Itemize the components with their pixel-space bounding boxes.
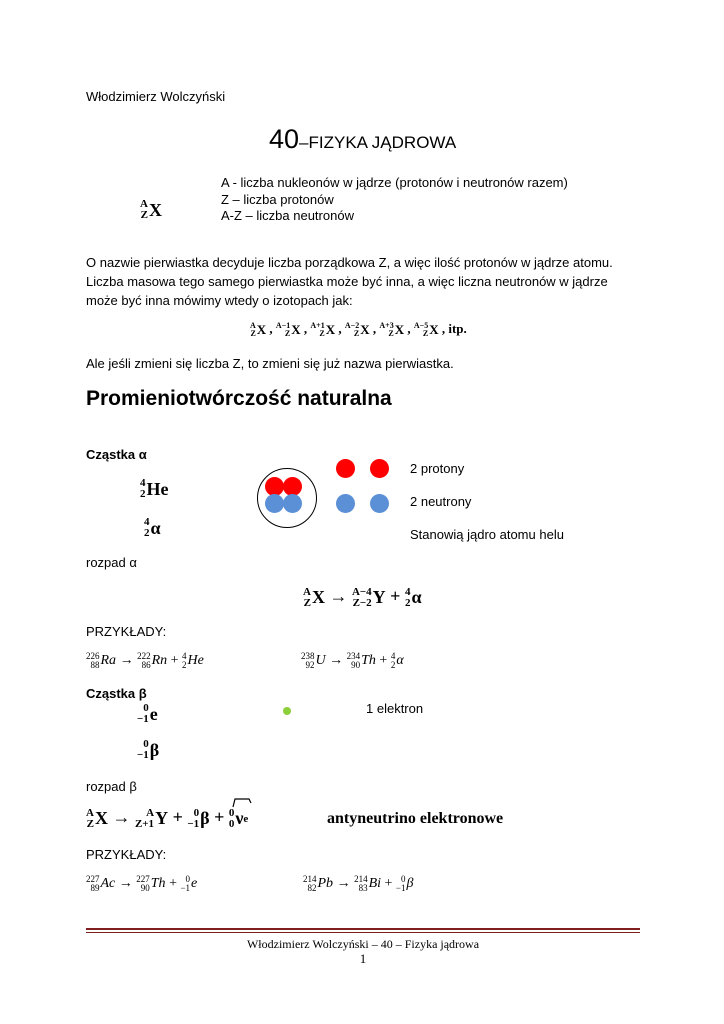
neutrons-label: 2 neutrony (410, 494, 472, 509)
antineutrino-overbar (233, 798, 253, 808)
notation-def-2: Z – liczba protonów (221, 192, 334, 207)
isotope-list: A Z X , A−1 Z X , A+1 Z X , A−2 Z X , A+3 Z X , A−5 Z X , itp. (250, 321, 467, 339)
beta-symbol: 0 −1 β (137, 738, 160, 761)
notation-def-3: A-Z – liczba neutronów (221, 208, 354, 223)
title-number: 40 (269, 124, 300, 154)
page-title (269, 124, 456, 155)
alpha-decay-label: rozpad α (86, 555, 137, 570)
itp-text: itp (448, 321, 464, 336)
alpha-examples-label: PRZYKŁADY: (86, 624, 167, 639)
proton-dot (336, 459, 355, 478)
notation-symbol: A Z X (140, 198, 162, 221)
beta-examples-label: PRZYKŁADY: (86, 847, 167, 862)
electron-dot (283, 707, 291, 715)
electron-label: 1 elektron (366, 701, 424, 716)
intro-paragraph-2: Ale jeśli zmieni się liczba Z, to zmieni się już nazwa pierwiastka. (86, 356, 454, 371)
antineutrino-label: antyneutrino elektronowe (327, 810, 504, 827)
electron-symbol: 0 −1 e (137, 702, 158, 725)
neutron-dot (370, 494, 389, 513)
beta-heading: Cząstka β (86, 686, 147, 701)
alpha-example-2: 238 92 U → 234 90 Th + 4 2 α (301, 651, 404, 670)
title-text: –FIZYKA JĄDROWA (299, 133, 457, 152)
header-author: Włodzimierz Wolczyński (86, 89, 226, 104)
intro-paragraph: O nazwie pierwiastka decyduje liczba porządkowa Z, a więc ilość protonów w jądrze atomu. Liczba masowa tego samego pierwiastka może być inna, a więc liczna neutronów w jądrze może być inna mówimy wtedy o izotopach jak: (86, 255, 613, 308)
footer-text: Włodzimierz Wolczyński – 40 – Fizyka jądrowa (246, 937, 480, 951)
beta-decay-label: rozpad β (86, 779, 137, 794)
alpha-symbol: 4 2 α (144, 516, 161, 539)
helium-symbol: 4 2 He (140, 477, 169, 500)
section-heading: Promieniotwórczość naturalna (86, 387, 392, 410)
notation-def-1: A - liczba nukleonów w jądrze (protonów i neutronów razem) (221, 175, 568, 190)
neutron-dot (336, 494, 355, 513)
alpha-decay-equation: A Z X → A−4 Z−2 Y + 4 2 α (303, 585, 422, 609)
proton-dot (370, 459, 389, 478)
alpha-example-1: 226 88 Ra → 222 86 Rn + 4 2 He (86, 651, 204, 670)
helium-core-label: Stanowią jądro atomu helu (410, 527, 564, 542)
nucleus-neutron-dot (283, 494, 302, 513)
beta-example-1: 227 89 Ac → 227 90 Th + 0 −1 e (86, 874, 198, 893)
footer-rule-thin (86, 932, 640, 933)
page-number: 1 (359, 951, 367, 966)
beta-decay-equation: A Z X → A Z+1 Y + 0 −1 β + 0 0 ν e (86, 807, 248, 830)
beta-example-2: 214 82 Pb → 214 83 Bi + 0 −1 β (303, 874, 414, 893)
alpha-heading: Cząstka α (86, 447, 147, 462)
nucleus-neutron-dot (265, 494, 284, 513)
footer-rule (86, 928, 640, 930)
protons-label: 2 protony (410, 461, 465, 476)
